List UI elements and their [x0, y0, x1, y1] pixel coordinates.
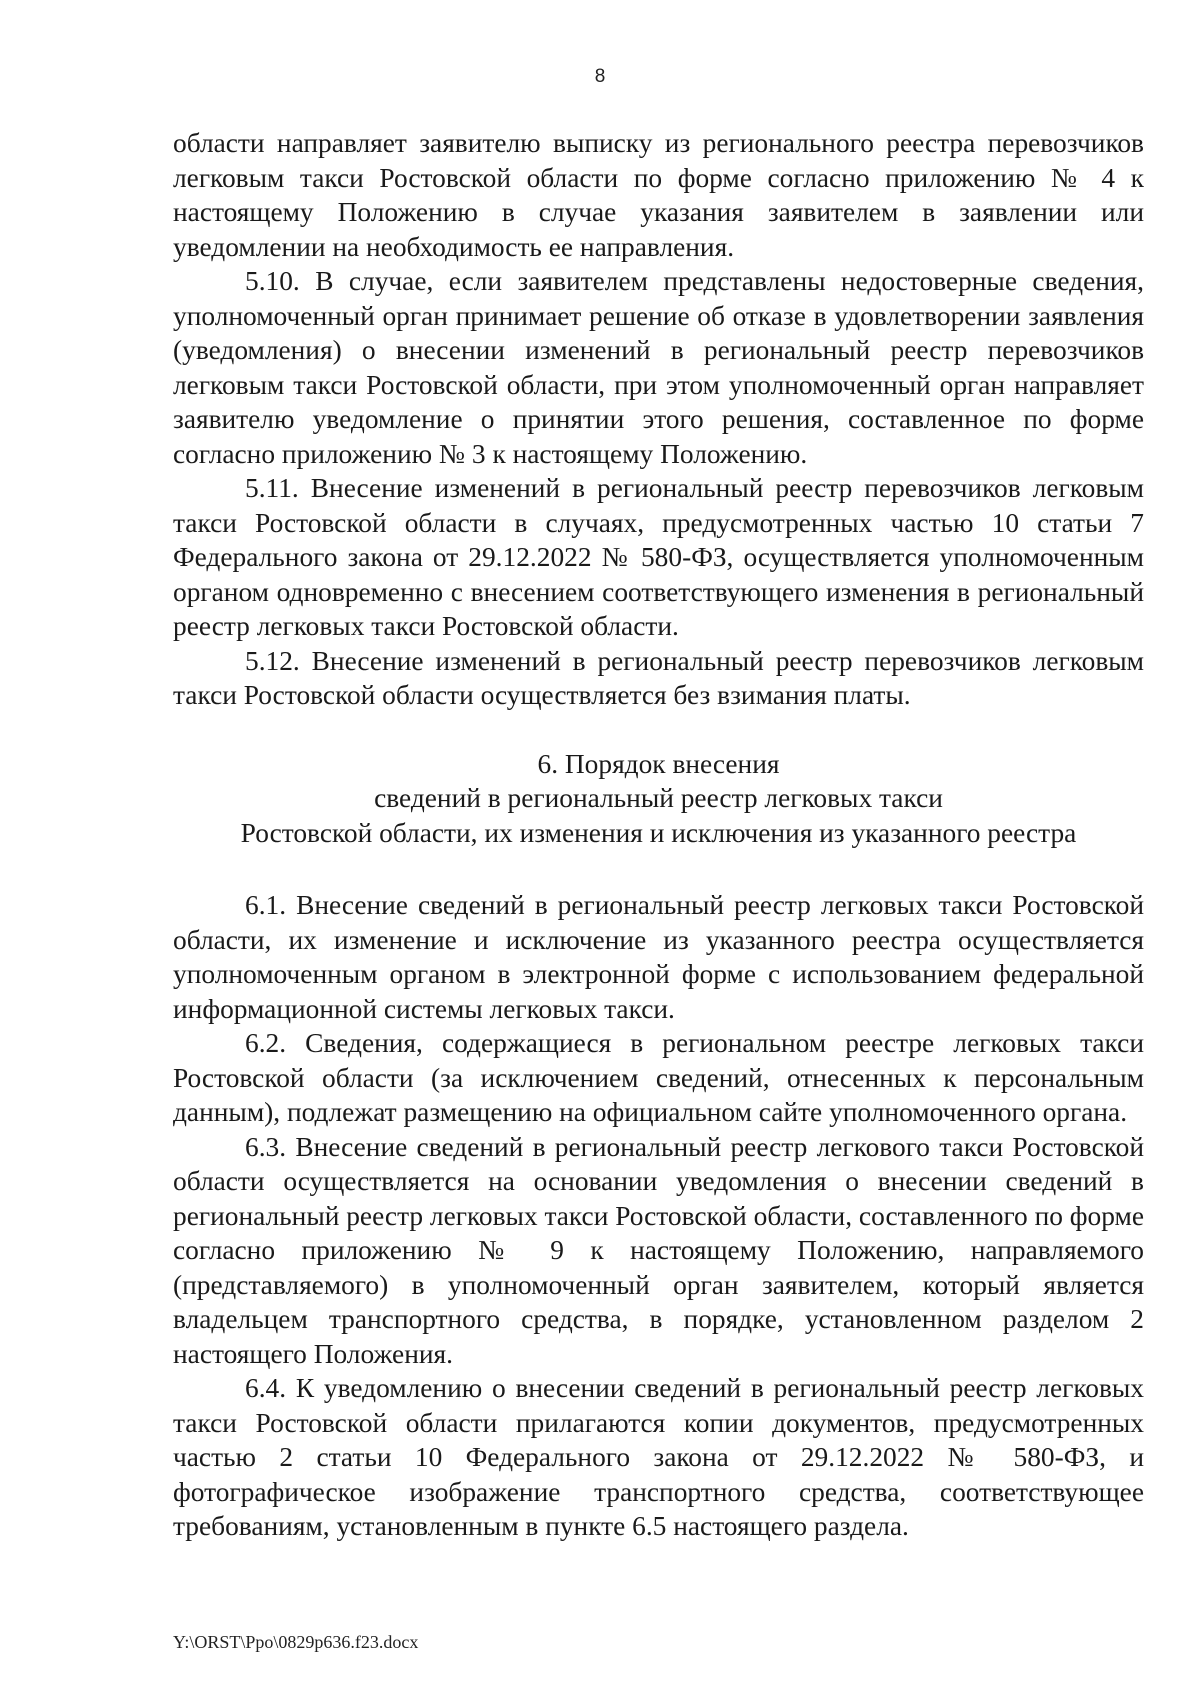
footer-file-path: Y:\ORST\Ppo\0829p636.f23.docx	[173, 1632, 419, 1652]
paragraph-6-2: 6.2. Сведения, содержащиеся в региональном реестре легковых такси Ростовской области (за исключением сведений, отнесенных к персональным данным), подлежат размещению на официальном сайте уполномоченного органа.	[173, 1028, 1144, 1127]
page-number: 8	[594, 66, 606, 87]
paragraph-6-3: 6.3. Внесение сведений в региональный реестр легкового такси Ростовской области осуществляется на основании уведомления о внесении сведений в региональный реестр легковых такси Ростовской области, составленного по форме согласно приложению № 9 к настоящему Положению, направляемого (представляемого) в уполномоченный орган заявителем, который является владельцем транспортного средства, в порядке, установленном разделом 2 настоящего Положения.	[173, 1131, 1144, 1369]
paragraph-5-11: 5.11. Внесение изменений в региональный реестр перевозчиков легковым такси Ростовской области в случаях, предусмотренных частью 10 статьи 7 Федерального закона от 29.12.2022 № 580-ФЗ, осуществляется уполномоченным органом одновременно с внесением соответствующего изменения в региональный реестр легковых такси Ростовской области.	[173, 473, 1144, 641]
paragraph-continuation: области направляет заявителю выписку из регионального реестра перевозчиков легковым такси Ростовской области по форме согласно приложению № 4 к настоящему Положению в случае указания заявителем в заявлении или уведомлении на необходимость ее направления.	[173, 128, 1144, 262]
paragraph-5-12: 5.12. Внесение изменений в региональный реестр перевозчиков легковым такси Ростовской области осуществляется без взимания платы.	[173, 645, 1144, 710]
section-6-heading	[173, 747, 1144, 851]
paragraph-6-1: 6.1. Внесение сведений в региональный реестр легковых такси Ростовской области, их изменение и исключение из указанного реестра осуществляется уполномоченным органом в электронной форме с использованием федеральной информационной системы легковых такси.	[173, 890, 1144, 1024]
section-heading-line: сведений в региональный реестр легковых такси	[374, 783, 943, 813]
section-heading-line: 6. Порядок внесения	[537, 748, 780, 779]
paragraph-5-10: 5.10. В случае, если заявителем представлены недостоверные сведения, уполномоченный орган принимает решение об отказе в удовлетворении заявления (уведомления) о внесении изменений в региональный реестр перевозчиков легковым такси Ростовской области, при этом уполномоченный орган направляет заявителю уведомление о принятии этого решения, составленное по форме согласно приложению № 3 к настоящему Положению.	[173, 266, 1144, 469]
paragraph-6-4: 6.4. К уведомлению о внесении сведений в региональный реестр легковых такси Ростовской области прилагаются копии документов, предусмотренных частью 2 статьи 10 Федерального закона от 29.12.2022 № 580-ФЗ, и фотографическое изображение транспортного средства, соответствующее требованиям, установленным в пункте 6.5 настоящего раздела.	[173, 1373, 1144, 1541]
section-heading-line: Ростовской области, их изменения и исключения из указанного реестра	[240, 817, 1077, 848]
document-body	[173, 126, 1144, 1544]
